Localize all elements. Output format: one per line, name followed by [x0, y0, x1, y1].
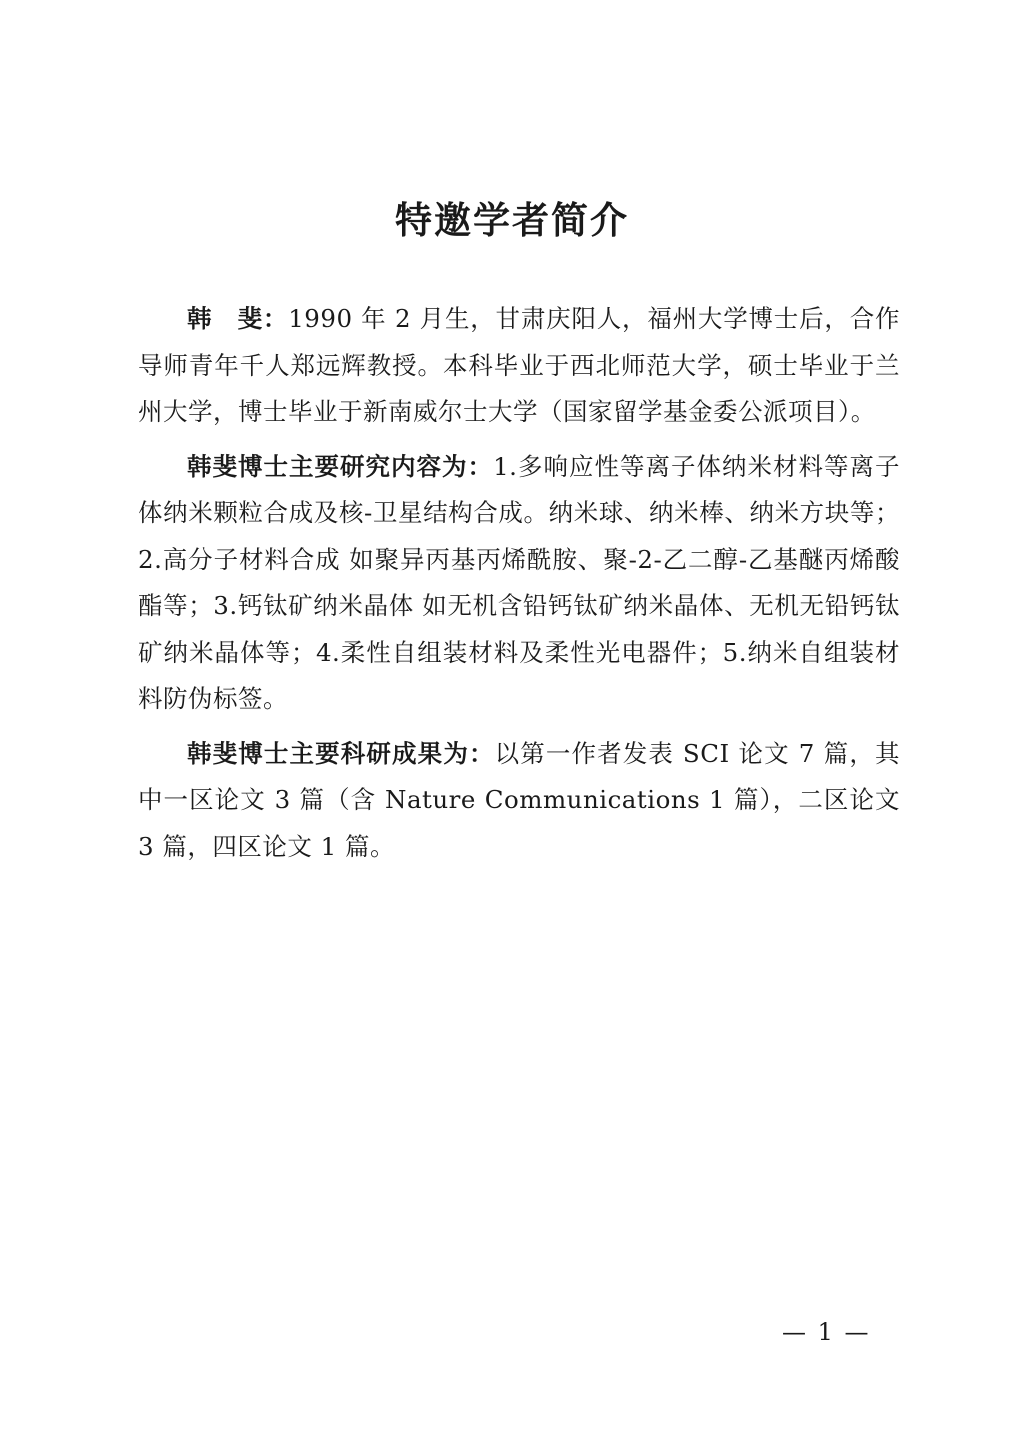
paragraph-lead-research: 韩斐博士主要研究内容为：	[187, 451, 494, 481]
document-body	[138, 296, 900, 878]
paragraph-profile	[138, 296, 900, 436]
paragraph-research	[138, 444, 900, 723]
paragraph-text-profile: 1990 年 2 月生，甘肃庆阳人，福州大学博士后，合作导师青年千人郑远辉教授。本科毕业于西北师范大学，硕士毕业于兰州大学，博士毕业于新南威尔士大学（国家留学基金委公派项目）。	[138, 304, 900, 426]
paragraph-text-research: 1.多响应性等离子体纳米材料等离子体纳米颗粒合成及核-卫星结构合成。纳米球、纳米棒、纳米方块等；2.高分子材料合成 如聚异丙基丙烯酰胺、聚-2-乙二醇-乙基醚丙烯酸酯等；3.钙钛矿纳米晶体 如无机含铅钙钛矿纳米晶体、无机无铅钙钛矿纳米晶体等；4.柔性自组装材料及柔性光电器件；5.纳米自组装材料防伪标签。	[138, 451, 901, 713]
paragraph-achievements	[138, 731, 900, 871]
paragraph-lead-name: 韩 斐：	[187, 304, 289, 333]
paragraph-lead-achievements: 韩斐博士主要科研成果为：	[187, 738, 495, 768]
page-number: — 1 —	[782, 1318, 871, 1346]
paragraph-text-achievements: 以第一作者发表 SCI 论文 7 篇，其中一区论文 3 篇（含 Nature Communications 1 篇），二区论文 3 篇，四区论文 1 篇。	[138, 738, 900, 861]
page-title: 特邀学者简介	[395, 198, 629, 242]
